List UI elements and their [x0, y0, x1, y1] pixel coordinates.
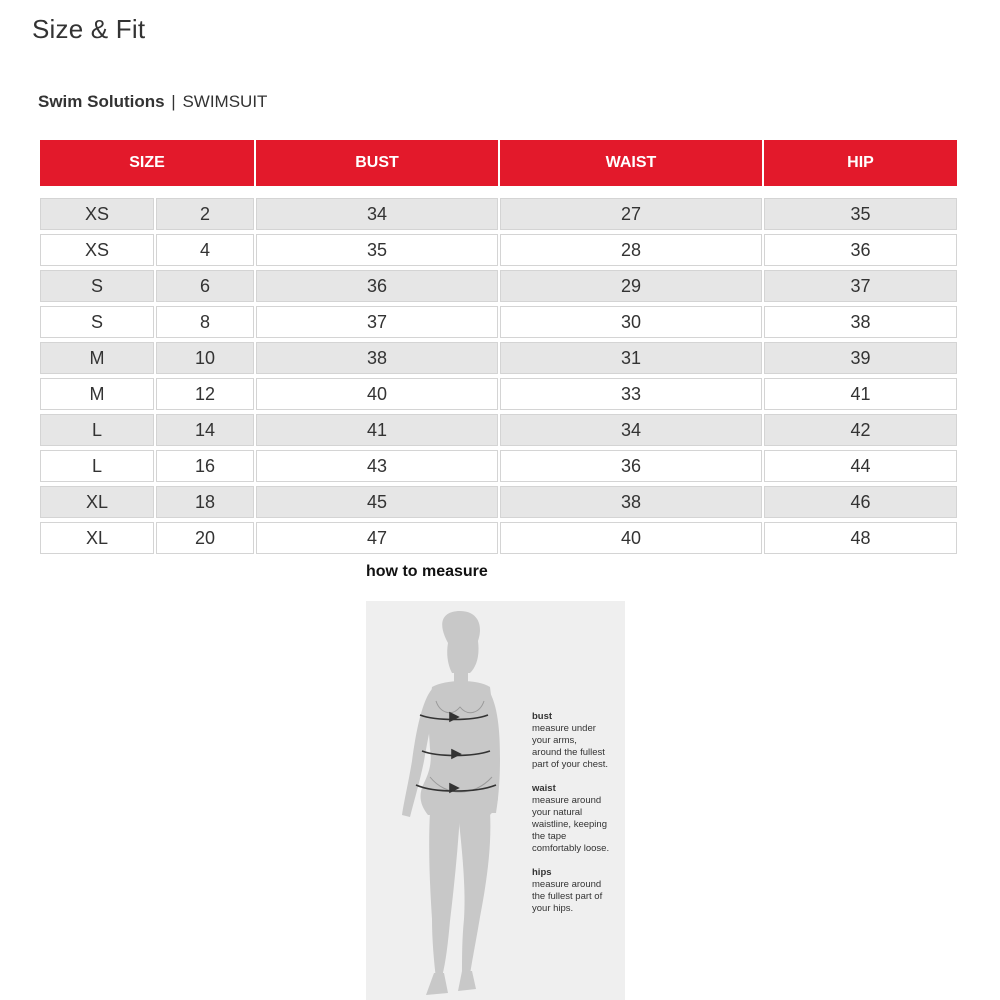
cell-waist: 27 [500, 198, 762, 230]
bust-note-line: measure under [532, 723, 596, 734]
table-spacer-cell [40, 190, 957, 194]
waist-note-line: comfortably loose. [532, 843, 610, 854]
cell-bust: 35 [256, 234, 498, 266]
hips-note-line: the fullest part of [532, 891, 603, 902]
cell-hip: 44 [764, 450, 957, 482]
cell-bust: 43 [256, 450, 498, 482]
cell-number: 14 [156, 414, 254, 446]
size-chart-body [40, 190, 957, 554]
figure-neck [454, 667, 468, 683]
waist-note [532, 783, 628, 855]
cell-waist: 36 [500, 450, 762, 482]
cell-waist: 33 [500, 378, 762, 410]
product-line [38, 92, 267, 112]
cell-hip: 35 [764, 198, 957, 230]
size-chart-table [38, 136, 959, 558]
cell-letter: M [40, 342, 154, 374]
hips-note-line: measure around [532, 879, 602, 890]
cell-letter: S [40, 270, 154, 302]
cell-number: 18 [156, 486, 254, 518]
cell-number: 10 [156, 342, 254, 374]
header-waist: WAIST [500, 140, 762, 186]
cell-letter: L [40, 450, 154, 482]
cell-letter: L [40, 414, 154, 446]
table-row [40, 414, 957, 446]
cell-letter: XL [40, 522, 154, 554]
table-spacer [40, 190, 957, 194]
header-bust: BUST [256, 140, 498, 186]
table-row [40, 486, 957, 518]
cell-waist: 30 [500, 306, 762, 338]
cell-hip: 46 [764, 486, 957, 518]
separator: | [171, 92, 176, 111]
figure-right-foot [458, 971, 476, 991]
cell-letter: XL [40, 486, 154, 518]
cell-letter: XS [40, 198, 154, 230]
waist-note-line: your natural [532, 807, 583, 818]
cell-number: 6 [156, 270, 254, 302]
cell-waist: 34 [500, 414, 762, 446]
cell-hip: 38 [764, 306, 957, 338]
header-size: SIZE [40, 140, 254, 186]
bust-note-title: bust [532, 711, 553, 722]
table-row [40, 234, 957, 266]
cell-bust: 45 [256, 486, 498, 518]
cell-waist: 38 [500, 486, 762, 518]
hips-note-line: your hips. [532, 903, 574, 914]
cell-letter: S [40, 306, 154, 338]
waist-note-line: measure around [532, 795, 602, 806]
cell-hip: 39 [764, 342, 957, 374]
cell-hip: 37 [764, 270, 957, 302]
waist-note-title: waist [532, 783, 556, 794]
table-row [40, 378, 957, 410]
brand-name: Swim Solutions [38, 92, 165, 111]
hips-note [532, 867, 628, 915]
figure-right-leg [458, 811, 490, 975]
cell-bust: 38 [256, 342, 498, 374]
cell-letter: XS [40, 234, 154, 266]
page-title: Size & Fit [32, 14, 146, 44]
measurement-notes [532, 711, 628, 927]
cell-number: 4 [156, 234, 254, 266]
bust-note-line: part of your chest. [532, 759, 609, 770]
figure-left-leg [429, 811, 460, 979]
hips-note-title: hips [532, 867, 552, 878]
table-row [40, 450, 957, 482]
cell-hip: 41 [764, 378, 957, 410]
cell-bust: 34 [256, 198, 498, 230]
figure-left-foot [426, 973, 448, 995]
cell-number: 12 [156, 378, 254, 410]
bust-note-line: around the fullest [532, 747, 605, 758]
waist-note-line: the tape [532, 831, 567, 842]
cell-bust: 41 [256, 414, 498, 446]
cell-bust: 37 [256, 306, 498, 338]
cell-letter: M [40, 378, 154, 410]
bust-note-line: your arms, [532, 735, 577, 746]
table-row [40, 270, 957, 302]
cell-waist: 31 [500, 342, 762, 374]
product-category: SWIMSUIT [182, 92, 268, 111]
cell-number: 2 [156, 198, 254, 230]
figure-head [442, 611, 480, 673]
cell-bust: 47 [256, 522, 498, 554]
header-hip: HIP [764, 140, 957, 186]
cell-bust: 40 [256, 378, 498, 410]
waist-note-line: waistline, keeping [532, 819, 607, 830]
cell-bust: 36 [256, 270, 498, 302]
bust-note [532, 711, 628, 771]
cell-waist: 28 [500, 234, 762, 266]
cell-waist: 40 [500, 522, 762, 554]
cell-hip: 42 [764, 414, 957, 446]
cell-number: 16 [156, 450, 254, 482]
table-row [40, 342, 957, 374]
table-row [40, 198, 957, 230]
cell-hip: 48 [764, 522, 957, 554]
cell-hip: 36 [764, 234, 957, 266]
table-row [40, 522, 957, 554]
table-row [40, 306, 957, 338]
cell-waist: 29 [500, 270, 762, 302]
how-to-measure-heading: how to measure [366, 563, 488, 580]
cell-number: 8 [156, 306, 254, 338]
cell-number: 20 [156, 522, 254, 554]
